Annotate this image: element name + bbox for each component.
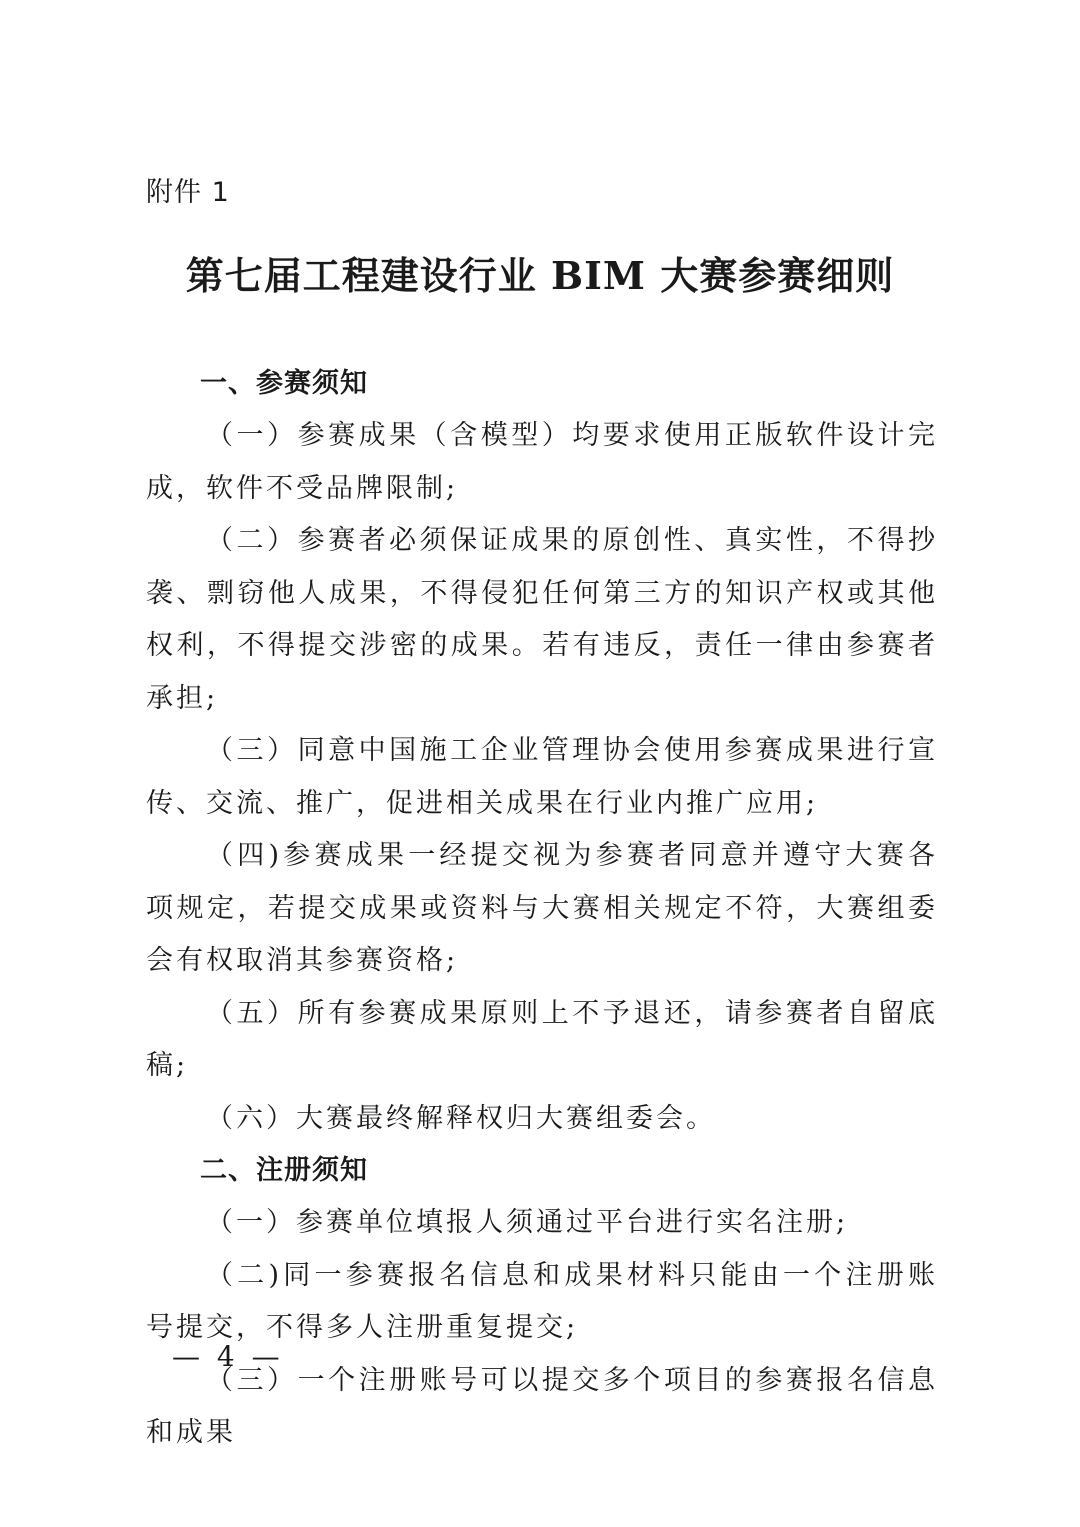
section-participation-notice — [146, 358, 938, 1145]
page-number: — 4 — — [172, 1340, 284, 1373]
attachment-label: 附件 1 — [146, 177, 230, 208]
paragraph: （二）参赛者必须保证成果的原创性、真实性，不得抄袭、剽窃他人成果，不得侵犯任何第三方的知识产权或其他权利，不得提交涉密的成果。若有违反，责任一律由参赛者承担; — [146, 525, 938, 714]
paragraph: （六）大赛最终解释权归大赛组委会。 — [206, 1102, 716, 1134]
document-title: 第七届工程建设行业 BIM 大赛参赛细则 — [185, 253, 895, 298]
section-heading: 一、参赛须知 — [200, 368, 368, 399]
section-heading: 二、注册须知 — [200, 1155, 368, 1186]
paragraph: （一）参赛成果（含模型）均要求使用正版软件设计完成，软件不受品牌限制; — [146, 420, 938, 504]
paragraph: （三）同意中国施工企业管理协会使用参赛成果进行宣传、交流、推广，促进相关成果在行业内推广应用; — [146, 735, 938, 819]
paragraph: （四)参赛成果一经提交视为参赛者同意并遵守大赛各项规定，若提交成果或资料与大赛相关规定不符，大赛组委会有权取消其参赛资格; — [146, 840, 938, 976]
section-registration-notice — [146, 1145, 938, 1460]
document-body — [146, 358, 938, 1460]
paragraph: （五）所有参赛成果原则上不予退还，请参赛者自留底稿; — [146, 997, 938, 1081]
paragraph: （二)同一参赛报名信息和成果材料只能由一个注册账号提交，不得多人注册重复提交; — [146, 1259, 938, 1343]
paragraph: （一）参赛单位填报人须通过平台进行实名注册; — [206, 1207, 849, 1238]
paragraph: （三）一个注册账号可以提交多个项目的参赛报名信息和成果 — [146, 1364, 938, 1448]
